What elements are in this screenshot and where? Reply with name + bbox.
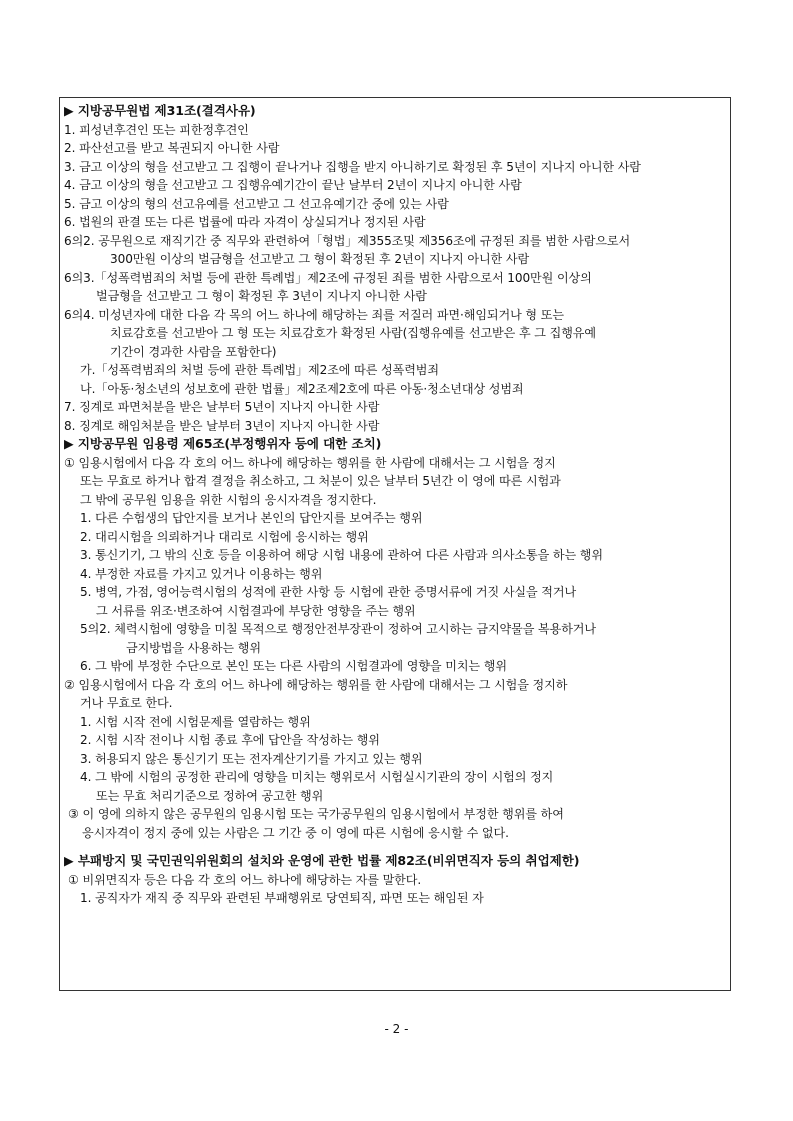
- section-heading: ▶ 지방공무원 임용령 제65조(부정행위자 등에 대한 조치): [64, 436, 382, 451]
- provision-line: 3. 금고 이상의 형을 선고받고 그 집행이 끝나거나 집행을 받지 아니하기로 확정된 후 5년이 지나지 아니한 사람: [64, 159, 641, 174]
- provision-line: 그 서류를 위조·변조하여 시험결과에 부당한 영향을 주는 행위: [96, 603, 416, 618]
- provision-line: 1. 시험 시작 전에 시험문제를 열람하는 행위: [80, 714, 311, 729]
- provision-line: 또는 무효로 하거나 합격 결정을 취소하고, 그 처분이 있은 날부터 5년간 이 영에 따른 시험과: [80, 474, 561, 488]
- provision-line: 2. 대리시험을 의뢰하거나 대리로 시험에 응시하는 행위: [80, 529, 369, 544]
- provision-line: ② 임용시험에서 다음 각 호의 어느 하나에 해당하는 행위를 한 사람에 대해서는 그 시험을 정지하: [64, 677, 568, 692]
- provision-line: 6. 법원의 판결 또는 다른 법률에 따라 자격이 상실되거나 정지된 사람: [64, 215, 426, 229]
- provision-line: 300만원 이상의 벌금형을 선고받고 그 형이 확정된 후 2년이 지나지 아니한 사람: [110, 252, 530, 266]
- provision-line: 1. 다른 수험생의 답안지를 보거나 본인의 답안지를 보여주는 행위: [80, 511, 423, 525]
- provision-line: 5. 금고 이상의 형의 선고유예를 선고받고 그 선고유예기간 중에 있는 사람: [64, 196, 449, 211]
- law-excerpt-box: [59, 97, 731, 991]
- provision-line: 1. 피성년후견인 또는 피한정후견인: [64, 122, 249, 137]
- provision-line: 나.「아동·청소년의 성보호에 관한 법률」제2조제2호에 따른 아동·청소년대상 성범죄: [80, 381, 524, 396]
- provision-line: ① 비위면직자 등은 다음 각 호의 어느 하나에 해당하는 자를 말한다.: [68, 872, 422, 887]
- provision-line: 2. 시험 시작 전이나 시험 종료 후에 답안을 작성하는 행위: [80, 733, 380, 747]
- provision-line: ③ 이 영에 의하지 않은 공무원의 임용시험 또는 국가공무원의 임용시험에서 부정한 행위를 하여: [68, 807, 564, 821]
- provision-line: 6의3.「성폭력범죄의 처벌 등에 관한 특례법」제2조에 규정된 죄를 범한 사람으로서 100만원 이상의: [64, 270, 592, 285]
- section-heading: ▶ 부패방지 및 국민권익위원회의 설치와 운영에 관한 법률 제82조(비위면직자 등의 취업제한): [64, 853, 580, 868]
- provision-line: 그 밖에 공무원 임용을 위한 시험의 응시자격을 정지한다.: [80, 492, 377, 507]
- provision-line: 6의4. 미성년자에 대한 다음 각 목의 어느 하나에 해당하는 죄를 저질러 파면·해임되거나 형 또는: [64, 307, 564, 322]
- section-heading: ▶ 지방공무원법 제31조(결격사유): [64, 103, 256, 118]
- provision-line: 벌금형을 선고받고 그 형이 확정된 후 3년이 지나지 아니한 사람: [96, 289, 427, 303]
- provision-line: 치료감호를 선고받아 그 형 또는 치료감호가 확정된 사람(집행유예를 선고받은 후 그 집행유예: [110, 326, 596, 340]
- provision-line: 4. 금고 이상의 형을 선고받고 그 집행유예기간이 끝난 날부터 2년이 지나지 아니한 사람: [64, 178, 522, 192]
- provision-line: 4. 부정한 자료를 가지고 있거나 이용하는 행위: [80, 566, 323, 581]
- provision-line: 2. 파산선고를 받고 복권되지 아니한 사람: [64, 141, 280, 155]
- provision-line: 6. 그 밖에 부정한 수단으로 본인 또는 다른 사람의 시험결과에 영향을 미치는 행위: [80, 659, 507, 673]
- provision-line: ① 임용시험에서 다음 각 호의 어느 하나에 해당하는 행위를 한 사람에 대해서는 그 시험을 정지: [64, 455, 556, 470]
- provision-line: 6의2. 공무원으로 재직기간 중 직무와 관련하여「형법」제355조및 제356조에 규정된 죄를 범한 사람으로서: [64, 233, 631, 248]
- provision-line: 또는 무효 처리기준으로 정하여 공고한 행위: [96, 788, 324, 803]
- provision-line: 기간이 경과한 사람을 포함한다): [110, 344, 277, 359]
- provision-line: 3. 허용되지 않은 통신기기 또는 전자계산기기를 가지고 있는 행위: [80, 751, 423, 766]
- provision-line: 5의2. 체력시험에 영향을 미칠 목적으로 행정안전부장관이 정하여 고시하는 금지약물을 복용하거나: [80, 622, 596, 636]
- section-gap: [64, 842, 730, 852]
- provision-line: 3. 통신기기, 그 밖의 신호 등을 이용하여 해당 시험 내용에 관하여 다른 사람과 의사소통을 하는 행위: [80, 548, 603, 562]
- provision-line: 5. 병역, 가점, 영어능력시험의 성적에 관한 사항 등 시험에 관한 증명서류에 거짓 사실을 적거나: [80, 585, 577, 599]
- page-number: - 2 -: [384, 1022, 409, 1036]
- provision-line: 1. 공직자가 재직 중 직무와 관련된 부패행위로 당연퇴직, 파면 또는 해임된 자: [80, 891, 484, 905]
- provision-line: 응시자격이 정지 중에 있는 사람은 그 기간 중 이 영에 따른 시험에 응시할 수 없다.: [82, 825, 509, 840]
- provision-line: 거나 무효로 한다.: [80, 696, 173, 710]
- provision-line: 7. 징계로 파면처분을 받은 날부터 5년이 지나지 아니한 사람: [64, 400, 380, 414]
- provision-line: 금지방법을 사용하는 행위: [126, 640, 261, 655]
- provision-line: 가.「성폭력범죄의 처벌 등에 관한 특례법」제2조에 따른 성폭력범죄: [80, 363, 439, 377]
- provision-line: 4. 그 밖에 시험의 공정한 관리에 영향을 미치는 행위로서 시험실시기관의 장이 시험의 정지: [80, 770, 554, 784]
- provision-line: 8. 징계로 해임처분을 받은 날부터 3년이 지나지 아니한 사람: [64, 418, 380, 433]
